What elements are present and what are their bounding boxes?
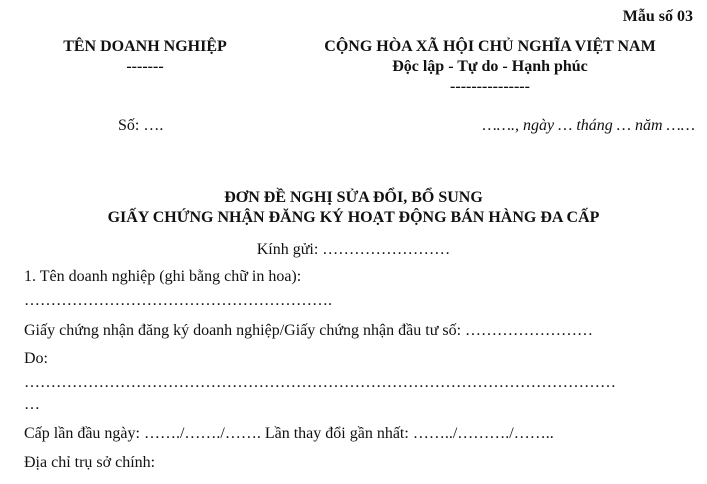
company-header [40,38,250,76]
company-underline: ------- [126,58,164,75]
title-line-2: GIẤY CHỨNG NHẬN ĐĂNG KÝ HOẠT ĐỘNG BÁN HÀNG ĐA CẤP [107,209,600,226]
address-label: Địa chỉ trụ sở chính: [24,454,156,471]
national-motto: Độc lập - Tự do - Hạnh phúc [392,58,588,75]
motto-underline: --------------- [450,78,530,95]
item1-dots: …………………………………………………. [24,292,332,309]
issued-by-dots-2: … [24,396,40,413]
country-name: CỘNG HÒA XÃ HỘI CHỦ NGHĨA VIỆT NAM [324,38,656,55]
document-date: ……., ngày … tháng … năm …… [482,117,695,134]
document-number: Số: …. [118,117,164,134]
recipient: Kính gửi: …………………… [256,241,451,258]
republic-header [290,38,690,96]
title-line-1: ĐƠN ĐỀ NGHỊ SỬA ĐỔI, BỔ SUNG [224,189,483,206]
item1-label: 1. Tên doanh nghiệp (ghi bằng chữ in hoa): [24,268,302,285]
issued-by-label: Do: [24,350,48,367]
certificate-line: Giấy chứng nhận đăng ký doanh nghiệp/Giấy chứng nhận đầu tư số: …………………… [24,322,594,339]
form-code: Mẫu số 03 [622,8,693,25]
issued-by-dots: ………………………………………………………………………………………………… [24,374,616,391]
document-title [0,188,707,228]
company-name: TÊN DOANH NGHIỆP [63,38,227,55]
issue-dates-line: Cấp lần đầu ngày: ……./……./……. Lần thay đổi gần nhất: ……../………./…….. [24,425,554,442]
